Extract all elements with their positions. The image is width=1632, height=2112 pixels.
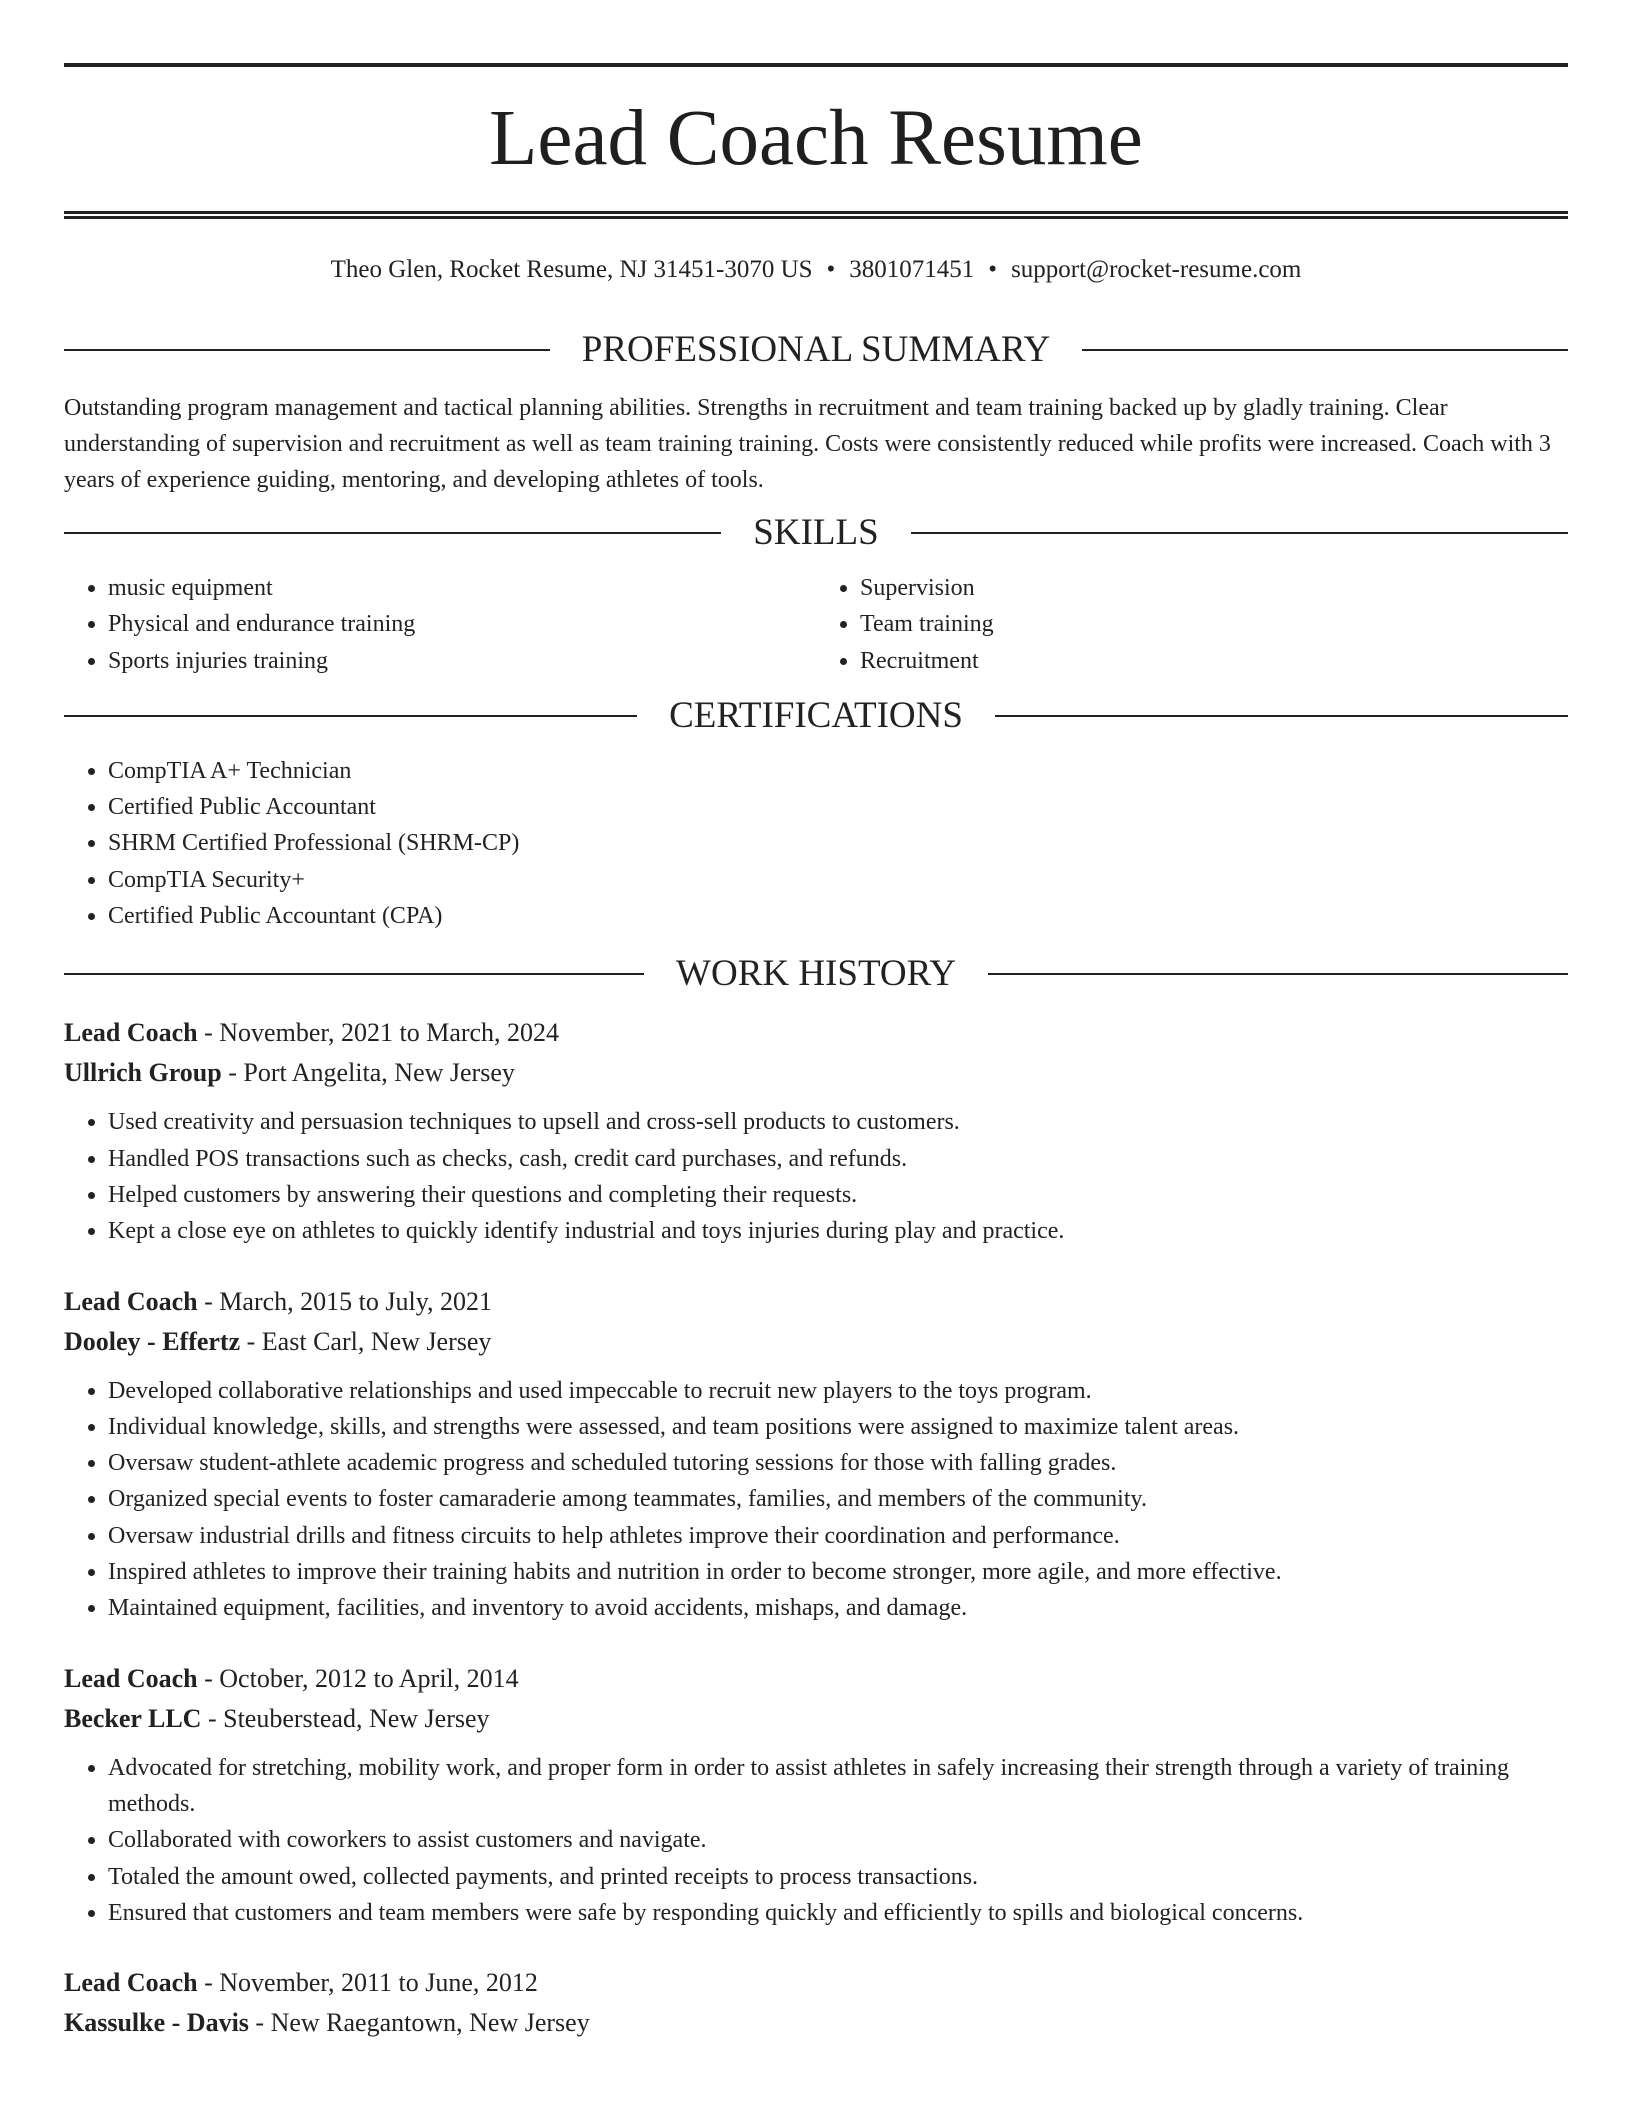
list-item: • Advocated for stretching, mobility work, and proper form in order to assist athletes in safely increasing their strength through a variety of training methods. (108, 1750, 1568, 1823)
skills-list (64, 570, 1568, 679)
job-entry (64, 1963, 1568, 2043)
job-title-line (64, 1013, 1568, 1053)
list-item: • Helped customers by answering their questions and completing their requests. (108, 1177, 1568, 1213)
list-item: • Ensured that customers and team members were safe by responding quickly and efficiently to spills and biological concerns. (108, 1895, 1568, 1931)
job-company: Ullrich Group (64, 1058, 222, 1088)
divider (1082, 349, 1568, 351)
list-item: • Inspired athletes to improve their training habits and nutrition in order to become stronger, more agile, and more effective. (108, 1554, 1568, 1590)
list-item: • Collaborated with coworkers to assist customers and navigate. (108, 1822, 1568, 1858)
list-item: • Totaled the amount owed, collected payments, and printed receipts to process transactions. (108, 1859, 1568, 1895)
list-item: • CompTIA Security+ (108, 862, 1568, 898)
list-item: • SHRM Certified Professional (SHRM-CP) (108, 825, 1568, 861)
job-title: Lead Coach (64, 1286, 198, 1316)
list-item: • Sports injuries training (108, 643, 816, 679)
job-title: Lead Coach (64, 1663, 198, 1693)
list-item: • Organized special events to foster camaraderie among teammates, families, and members of the community. (108, 1481, 1568, 1517)
contact-separator: • (988, 256, 998, 283)
job-company: Becker LLC (64, 1703, 202, 1733)
job-company: Kassulke - Davis (64, 2008, 249, 2038)
job-company-line (64, 1699, 1568, 1739)
list-item: • Certified Public Accountant (CPA) (108, 898, 1568, 934)
list-item: • Physical and endurance training (108, 606, 816, 642)
divider (64, 349, 550, 351)
job-dates: - November, 2011 to June, 2012 (197, 1968, 538, 1998)
job-company-line (64, 1053, 1568, 1093)
list-item: • CompTIA A+ Technician (108, 753, 1568, 789)
divider (64, 532, 721, 534)
list-item: • Kept a close eye on athletes to quickly identify industrial and toys injuries during play and practice. (108, 1213, 1568, 1249)
contact-address: Theo Glen, Rocket Resume, NJ 31451-3070 US (330, 256, 813, 283)
certifications-list (64, 753, 1568, 934)
skills-column-left (64, 570, 816, 679)
section-title: CERTIFICATIONS (669, 694, 963, 736)
list-item: • Individual knowledge, skills, and strengths were assessed, and team positions were assigned to maximize talent areas. (108, 1409, 1568, 1445)
job-entry (64, 1659, 1568, 1931)
job-dates: - October, 2012 to April, 2014 (197, 1663, 519, 1693)
job-location: - Port Angelita, New Jersey (221, 1058, 515, 1088)
job-company-line (64, 1322, 1568, 1362)
divider (64, 715, 637, 717)
list-item: • Handled POS transactions such as checks, cash, credit card purchases, and refunds. (108, 1141, 1568, 1177)
section-header-skills (64, 510, 1568, 556)
list-item: • Developed collaborative relationships and used impeccable to recruit new players to the toys program. (108, 1373, 1568, 1409)
job-location: - East Carl, New Jersey (240, 1326, 492, 1356)
divider (988, 973, 1568, 975)
divider (64, 973, 644, 975)
list-item: • Team training (860, 606, 1568, 642)
section-header-certifications (64, 693, 1568, 739)
job-title-line (64, 1659, 1568, 1699)
job-title: Lead Coach (64, 1968, 198, 1998)
job-bullets (64, 1104, 1568, 1249)
section-header-summary (64, 327, 1568, 373)
divider (911, 532, 1568, 534)
job-company-line (64, 2003, 1568, 2043)
contact-phone: 3801071451 (849, 256, 975, 283)
job-company: Dooley - Effertz (64, 1326, 241, 1356)
job-title-line (64, 1963, 1568, 2003)
section-title: PROFESSIONAL SUMMARY (581, 329, 1051, 370)
divider (995, 715, 1568, 717)
job-location: - New Raegantown, New Jersey (248, 2008, 590, 2038)
job-dates: - March, 2015 to July, 2021 (197, 1286, 493, 1316)
job-title-line (64, 1282, 1568, 1322)
list-item: • Maintained equipment, facilities, and inventory to avoid accidents, mishaps, and damage. (108, 1590, 1568, 1626)
title-double-rule (64, 211, 1568, 219)
list-item: • Certified Public Accountant (108, 789, 1568, 825)
section-title: WORK HISTORY (676, 953, 956, 995)
job-bullets (64, 1750, 1568, 1931)
list-item: • Oversaw industrial drills and fitness circuits to help athletes improve their coordination and performance. (108, 1518, 1568, 1554)
section-title: SKILLS (753, 512, 879, 553)
list-item: • Used creativity and persuasion techniques to upsell and cross-sell products to customers. (108, 1104, 1568, 1140)
contact-email: support@rocket-resume.com (1011, 256, 1302, 283)
list-item: • music equipment (108, 570, 816, 606)
top-rule (64, 63, 1568, 67)
contact-line (64, 253, 1568, 287)
summary-text: Outstanding program management and tactical planning abilities. Strengths in recruitment and team training backed up by gladly training. Clear understanding of supervision and recruitment as well as team training training. Costs were consistently reduced while profits were increased. Coach with 3 years of experience guiding, mentoring, and developing athletes of tools. (64, 395, 1551, 493)
job-title: Lead Coach (64, 1018, 198, 1048)
list-item: • Oversaw student-athlete academic progress and scheduled tutoring sessions for those with falling grades. (108, 1445, 1568, 1481)
job-dates: - November, 2021 to March, 2024 (197, 1018, 560, 1048)
list-item: • Recruitment (860, 643, 1568, 679)
job-entry (64, 1282, 1568, 1627)
resume-page (64, 0, 1568, 2043)
section-header-work-history (64, 951, 1568, 997)
page-title: Lead Coach Resume (489, 95, 1143, 182)
skills-column-right (816, 570, 1568, 679)
list-item: • Supervision (860, 570, 1568, 606)
job-location: - Steuberstead, New Jersey (201, 1703, 490, 1733)
contact-separator: • (826, 256, 836, 283)
job-bullets (64, 1373, 1568, 1627)
job-entry (64, 1013, 1568, 1249)
